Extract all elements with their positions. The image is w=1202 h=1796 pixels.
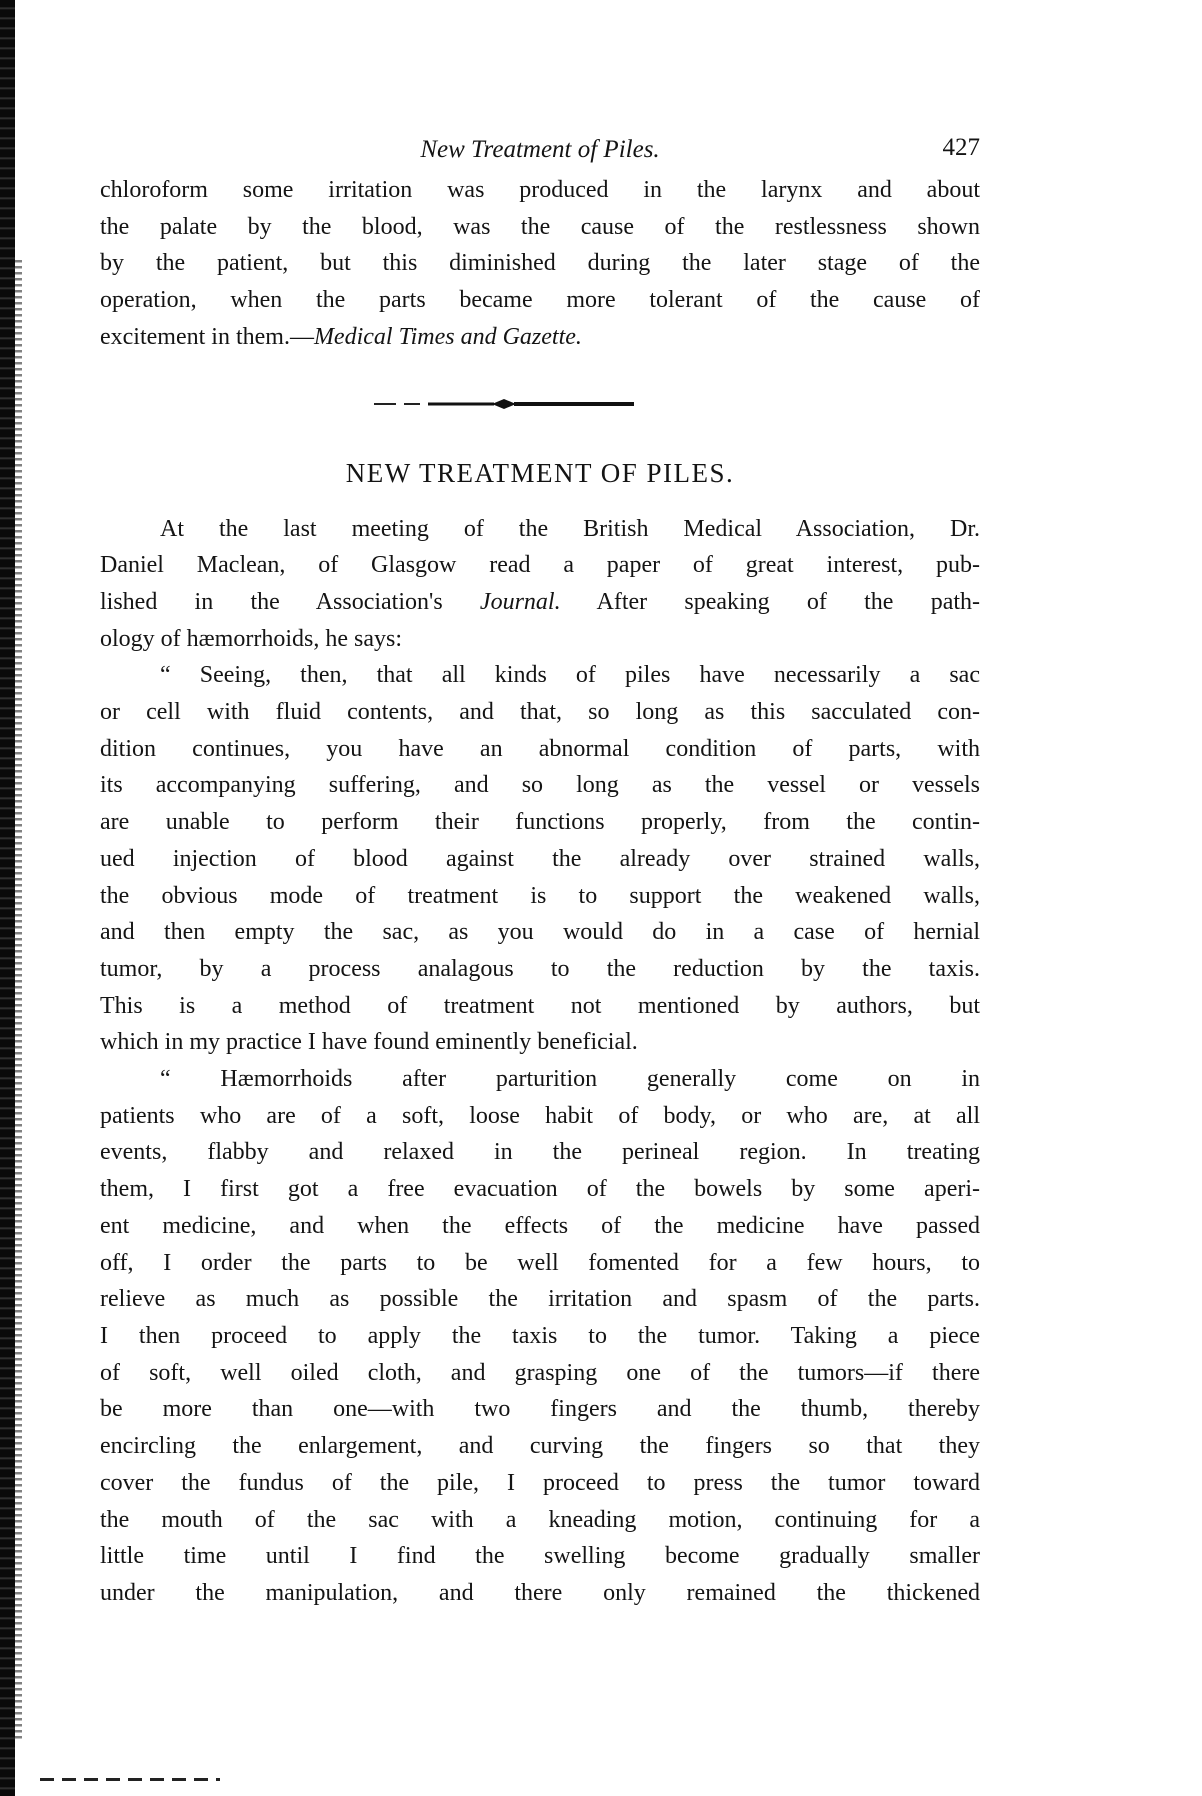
text-line: patients who are of a soft, loose habit of body, or who are, at all (100, 1102, 980, 1129)
binding-stitch (15, 260, 22, 1740)
text-line: “ Hæmorrhoids after parturition generally come on in (160, 1066, 980, 1093)
text-line: ent medicine, and when the effects of the medicine have passed (100, 1212, 980, 1239)
text-fragment: lished in the Association's (100, 588, 480, 615)
text-line: events, flabby and relaxed in the perineal region. In treating (100, 1139, 980, 1166)
text-line: At the last meeting of the British Medical Association, Dr. (160, 515, 980, 542)
source-citation: Medical Times and Gazette. (313, 323, 582, 350)
journal-name: Journal. (479, 588, 561, 615)
text-line: Daniel Maclean, of Glasgow read a paper of great interest, pub- (100, 552, 980, 579)
text-line: little time until I find the swelling become gradually smaller (100, 1543, 980, 1570)
quote-paragraph-1 (100, 657, 980, 1061)
text-line: This is a method of treatment not mentioned by authors, but (100, 992, 980, 1019)
text-line: operation, when the parts became more tolerant of the cause of (100, 287, 980, 314)
text-line (100, 584, 980, 621)
text-fragment: excitement in them.— (100, 323, 314, 350)
text-fragment: After speaking of the path- (560, 588, 981, 615)
text-line: are unable to perform their functions properly, from the contin- (100, 809, 980, 836)
divider-ornament-icon (374, 396, 634, 412)
text-line: dition continues, you have an abnormal condition of parts, with (100, 735, 980, 762)
text-line: ued injection of blood against the already over strained walls, (100, 845, 980, 872)
page-number: 427 (942, 134, 980, 161)
page (100, 132, 980, 1612)
binding-edge (0, 0, 15, 1796)
text-line: ology of hæmorrhoids, he says: (100, 625, 402, 652)
text-line: and then empty the sac, as you would do in a case of hernial (100, 919, 980, 946)
intro-paragraph (100, 511, 980, 658)
text-line: by the patient, but this diminished during the later stage of the (100, 250, 980, 277)
text-line: “ Seeing, then, that all kinds of piles have necessarily a sac (160, 662, 980, 689)
running-head (100, 132, 980, 172)
text-line: cover the fundus of the pile, I proceed to press the tumor toward (100, 1469, 980, 1496)
quote-paragraph-2 (100, 1061, 980, 1612)
text-line: relieve as much as possible the irritation and spasm of the parts. (100, 1286, 980, 1313)
text-line: of soft, well oiled cloth, and grasping one of the tumors—if there (100, 1359, 980, 1386)
text-line: tumor, by a process analagous to the reduction by the taxis. (100, 955, 980, 982)
bottom-mark (40, 1778, 220, 1781)
text-line: which in my practice I have found eminently beneficial. (100, 1029, 638, 1056)
text-line: off, I order the parts to be well fomented for a few hours, to (100, 1249, 980, 1276)
text-line: I then proceed to apply the taxis to the tumor. Taking a piece (100, 1322, 980, 1349)
text-line: be more than one—with two fingers and the thumb, thereby (100, 1396, 980, 1423)
running-title: New Treatment of Piles. (420, 136, 660, 163)
section-divider (100, 374, 980, 434)
article-heading: NEW TREATMENT OF PILES. (345, 457, 735, 488)
text-line: under the manipulation, and there only remained the thickened (100, 1579, 980, 1606)
text-line: encircling the enlargement, and curving the fingers so that they (100, 1433, 980, 1460)
text-line: its accompanying suffering, and so long as the vessel or vessels (100, 772, 980, 799)
text-line: the palate by the blood, was the cause of the restlessness shown (100, 213, 980, 240)
text-line: them, I first got a free evacuation of the bowels by some aperi- (100, 1176, 980, 1203)
text-line: or cell with fluid contents, and that, so long as this sacculated con- (100, 699, 980, 726)
text-line (100, 319, 980, 356)
text-line: the mouth of the sac with a kneading motion, continuing for a (100, 1506, 980, 1533)
continuation-paragraph (100, 172, 980, 356)
text-line: chloroform some irritation was produced in the larynx and about (100, 177, 980, 203)
text-line: the obvious mode of treatment is to support the weakened walls, (100, 882, 980, 909)
